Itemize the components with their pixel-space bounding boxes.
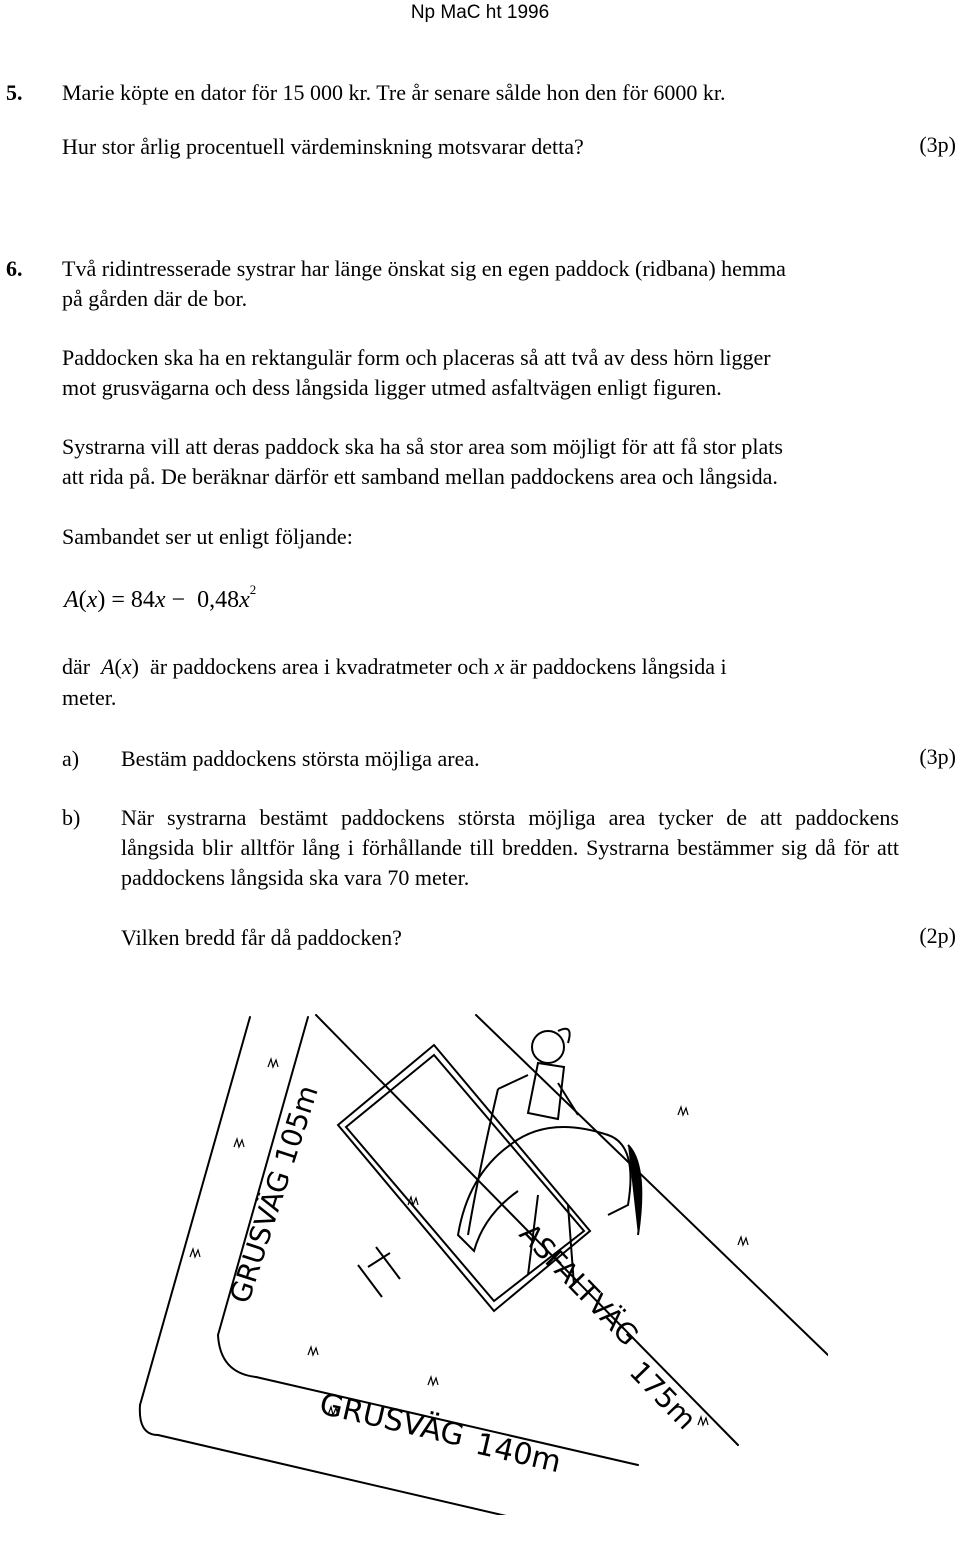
area-formula: $A(x) = 84x - 0,48x^2$ [64, 582, 257, 613]
part-b-points: (2p) [919, 923, 956, 948]
horse-body [510, 1127, 631, 1215]
formula-variable: x [86, 587, 98, 613]
definition-function: A [101, 654, 115, 679]
question-5-line-2: Hur stor årlig procentuell värdeminskning motsvarar detta? [62, 134, 584, 159]
definition-variable-2: x [494, 654, 505, 679]
right-road-length: 175m [622, 1354, 703, 1436]
horse-head [458, 1145, 518, 1251]
definition-prefix: där [62, 654, 91, 679]
question-6-paragraph-5-line-1: där A(x) är paddockens area i kvadratmeter och x är paddockens långsida i [62, 654, 727, 679]
part-b-label: b) [62, 805, 81, 830]
left-road-outer-edge [140, 1017, 250, 1405]
definition-rest: är paddockens långsida i [509, 654, 727, 679]
bottom-road-length: 140m [472, 1426, 565, 1481]
formula-coef-1: 84 [130, 587, 155, 613]
part-a-text: Bestäm paddockens största möjliga area. [121, 746, 480, 771]
left-road-label: GRUSVÄG 105m [223, 1081, 325, 1308]
question-6-paragraph-4: Sambandet ser ut enligt följande: [62, 524, 353, 549]
page-header: Np MaC ht 1996 [410, 2, 550, 23]
asphalt-road-edge-lower [476, 1015, 828, 1355]
part-b-text: När systrarna bestämt paddockens största möjliga area tycker de att paddockens långsida blir alltför lång i förhållande till bredden. Systrarna bestämmer sig då för att paddockens långsida ska vara 70 meter. [121, 805, 899, 890]
question-5-line-1: Marie köpte en dator för 15 000 kr. Tre år senare sålde hon den för 6000 kr. [62, 80, 726, 105]
formula-function: A [64, 587, 79, 613]
formula-exponent: 2 [249, 582, 257, 597]
paddock-figure [138, 995, 828, 1515]
question-5-points: (3p) [919, 132, 956, 157]
rider-arm [498, 1075, 528, 1089]
formula-minus: − [171, 587, 186, 613]
question-6-paragraph-1-line-2: på gården där de bor. [62, 286, 248, 311]
question-6-paragraph-3-line-1: Systrarna vill att deras paddock ska ha så stor area som möjligt för att få stor plats [62, 434, 783, 459]
formula-equals: = [111, 587, 125, 613]
road-corner-outer [140, 1405, 158, 1435]
formula-var-2: x [239, 587, 250, 613]
definition-variable: x [121, 654, 132, 679]
road-corner-inner [218, 1335, 256, 1377]
definition-mid: är paddockens area i kvadratmeter och [149, 654, 489, 679]
question-6-paragraph-5-line-2: meter. [62, 685, 117, 710]
question-5-number: 5. [6, 80, 23, 105]
rider-head [532, 1031, 564, 1063]
question-6-paragraph-2-line-2: mot grusvägarna och dess långsida ligger utmed asfaltvägen enligt figuren. [62, 375, 722, 400]
question-6-number: 6. [6, 256, 23, 281]
part-a-points: (3p) [919, 744, 956, 769]
question-6-paragraph-1-line-1: Två ridintresserade systrar har länge önskat sig en egen paddock (ridbana) hemma [62, 256, 786, 281]
part-a-label: a) [62, 746, 80, 771]
question-6-paragraph-3-line-2: att rida på. De beräknar därför ett samband mellan paddockens area och långsida. [62, 464, 778, 489]
formula-var-1: x [154, 587, 166, 613]
bottom-road-label: GRUSVÄG [316, 1386, 468, 1454]
right-road-label: ASFALTVÄG [512, 1216, 646, 1353]
part-b-question: Vilken bredd får då paddocken? [121, 925, 402, 950]
formula-coef-2: 0,48 [197, 587, 240, 613]
question-6-paragraph-2-line-1: Paddocken ska ha en rektangulär form och placeras så att två av dess hörn ligger [62, 345, 771, 370]
